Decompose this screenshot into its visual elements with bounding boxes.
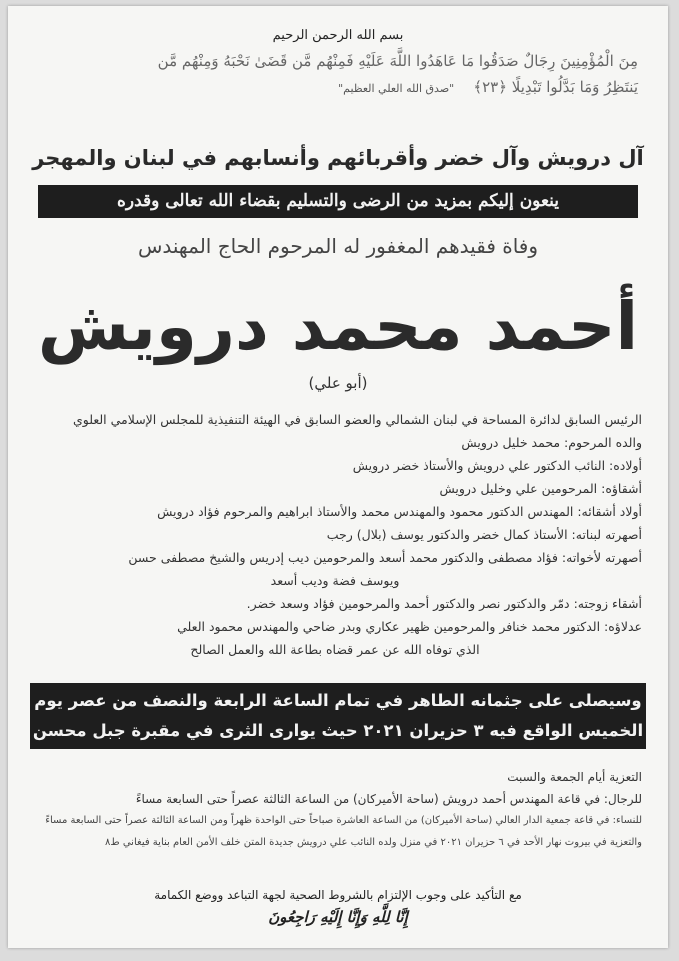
- family-line: آل درويش وآل خضر وأقربائهم وأنسابهم في لبنان والمهجر: [32, 146, 644, 170]
- verse-line-2: يَنتَظِرُ وَمَا بَدَّلُوا تَبْدِيلًا ﴿٢٣﴾: [473, 78, 638, 96]
- detail-line: عدلاؤه: الدكتور محمد خنافر والمرحومين ظهير عكاري وبدر ضاحي والمهندس محمود العلي: [177, 619, 642, 634]
- obituary-notice: [8, 6, 668, 948]
- funeral-band: [30, 683, 646, 749]
- detail-line: الرئيس السابق لدائرة المساحة في لبنان الشمالي والعضو السابق في الهيئة التنفيذية للمجلس الإسلامي العلوي: [72, 412, 642, 427]
- detail-line: أشقاؤه: المرحومين علي وخليل درويش: [439, 481, 642, 496]
- detail-line: والده المرحوم: محمد خليل درويش: [461, 435, 642, 450]
- detail-line: أولاده: النائب الدكتور علي درويش والأستاذ خضر درويش: [352, 458, 642, 473]
- passing-line: وفاة فقيدهم المغفور له المرحوم الحاج المهندس: [137, 234, 539, 258]
- verse-line-2-wrap: [38, 74, 638, 102]
- health-note: مع التأكيد على وجوب الإلتزام بالشروط الصحية لجهة التباعد ووضع الكمامة: [154, 888, 522, 902]
- quran-verse: [38, 48, 638, 102]
- verse-line-1: مِنَ الْمُؤْمِنِينَ رِجَالٌ صَدَقُوا مَا عَاهَدُوا اللَّهَ عَلَيْهِ فَمِنْهُم مَّن قَضَىٰ نَحْبَهُ وَمِنْهُم مَّن: [157, 52, 638, 70]
- funeral-line-1: وسيصلى على جثمانه الطاهر في تمام الساعة الرابعة والنصف من عصر يوم: [34, 691, 642, 710]
- detail-line: أشقاء زوجته: دمّر والدكتور نصر والدكتور أحمد والمرحومين فؤاد وسعد خضر.: [246, 596, 642, 611]
- deceased-nickname: (أبو علي): [308, 374, 368, 392]
- detail-line: أصهرته لأخواته: فؤاد مصطفى والدكتور محمد أسعد والمرحومين ديب إدريس والشيخ مصطفى حسن: [128, 550, 642, 565]
- deceased-name: أحمد محمد درويش: [37, 288, 639, 365]
- condolences-title: التعزية أيام الجمعة والسبت: [507, 770, 642, 784]
- funeral-line-2: الخميس الواقع فيه ٣ حزيران ٢٠٢١ حيث يوارى الثرى في مقبرة جبل محسن: [32, 721, 644, 740]
- condolences-women: للنساء: في قاعة جمعية الدار العالي (ساحة الأميركان) من الساعة العاشرة صباحاً حتى الواحدة ظهراً ومن الساعة الثالثة عصراً حتى السابعة مساءً: [45, 815, 642, 826]
- verse-ending: "صدق الله العلي العظيم": [338, 82, 455, 95]
- detail-line: أصهرته لبناته: الأستاذ كمال خضر والدكتور يوسف (بلال) رجب: [326, 527, 642, 542]
- relatives-list: [28, 408, 642, 661]
- detail-line: أولاد أشقائه: المهندس الدكتور محمود والمهندس محمد والأستاذ ابراهيم والمرحوم فؤاد درويش: [157, 504, 642, 519]
- detail-line: ويوسف فضة وديب أسعد: [270, 573, 400, 588]
- bismillah-heading: بسم الله الرحمن الرحيم: [272, 28, 404, 43]
- detail-line: الذي توفاه الله عن عمر قضاه بطاعة الله والعمل الصالح: [190, 642, 480, 657]
- condolences-men: للرجال: في قاعة المهندس أحمد درويش (ساحة الأميركان) من الساعة الثالثة عصراً حتى السابعة مساءً: [135, 792, 642, 806]
- condolences-section: [28, 766, 642, 854]
- mourning-band: ينعون إليكم بمزيد من الرضى والتسليم بقضاء الله تعالى وقدره: [38, 185, 638, 218]
- condolences-beirut: والتعزية في بيروت نهار الأحد في ٦ حزيران ٢٠٢١ في منزل ولده النائب علي درويش جديدة المتن خلف الأمن العام بناية فيغاني ط٨: [105, 837, 642, 848]
- closing-verse: إِنَّا لِلَّهِ وَإِنَّا إِلَيْهِ رَاجِعُونَ: [268, 908, 408, 926]
